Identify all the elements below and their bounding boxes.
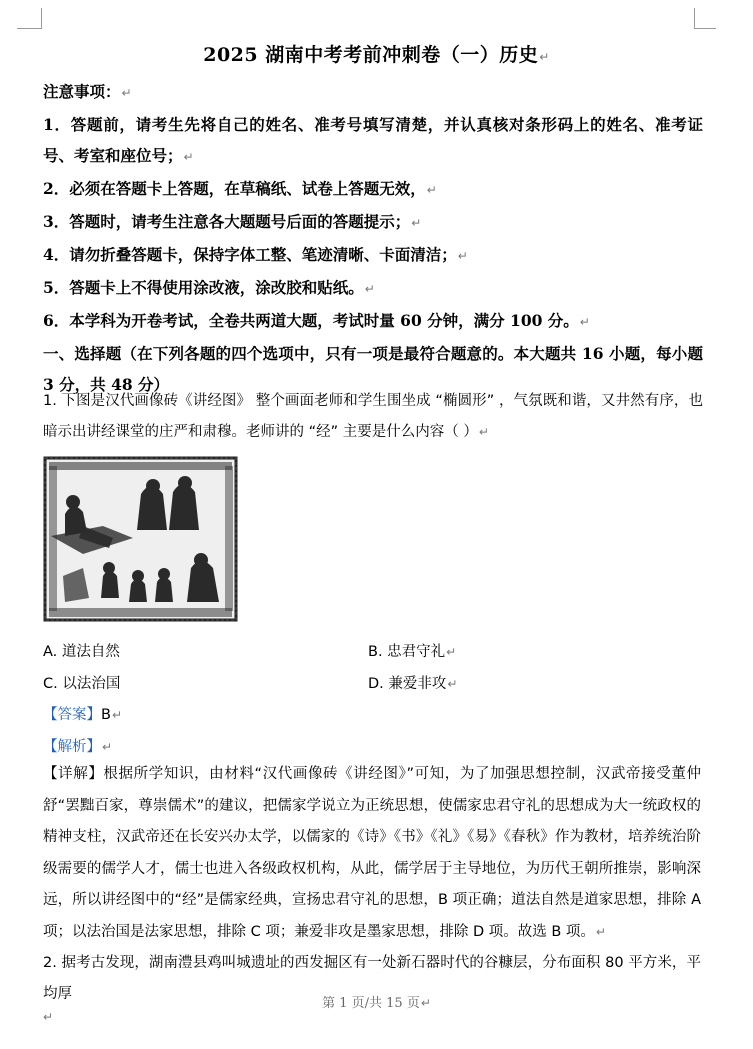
notice-item-4: 4．请勿折叠答题卡，保持字体工整、笔迹清晰、卡面清洁；↵ [43,245,468,264]
answer-line: 【答案】B↵ [43,707,123,723]
notice-item-5: 5．答题卡上不得使用涂改液，涂改胶和贴纸。↵ [43,278,375,297]
question-1-stem: 1. 下图是汉代画像砖《讲经图》 整个画面老师和学生围坐成 “椭圆形” ，气氛既和谐，又井然有序，也暗示出讲经课堂的庄严和肃穆。老师讲的 “经” 主要是什么内容（ ）↵ [43,393,703,440]
notice-item-3: 3．答题时，请考生注意各大题题号后面的答题提示；↵ [43,212,422,231]
question-1-detail: 【详解】根据所学知识，由材料“汉代画像砖《讲经图》”可知，为了加强思想控制，汉武帝接受董仲舒“罢黜百家，尊崇儒术”的建议，把儒家学说立为正统思想，使儒家忠君守礼的思想成为大一统政权的精神支柱，汉武帝还在长安兴办太学，以儒家的《诗》《书》《礼》《易》《春秋》作为教材，培养统治阶级需要的儒学人才，儒士也进入各级政权机构，从此，儒学居于主导地位，为历代王朝所推崇，影响深远，所以讲经图中的“经”是儒家经典，宣扬忠君守礼的思想，B 项正确；道法自然是道家思想，排除 A 项；以法治国是法家思想，排除 C 项；兼爱非攻是墨家思想，排除 D 项。故选 B 项。↵ [43,766,701,940]
notice-heading: 注意事项：↵ [43,82,132,101]
question-2-stem: 2. 据考古发现，湖南澧县鸡叫城遗址的西发掘区有一处新石器时代的谷糠层，分布面积 80 平方米，平均厚 [43,955,701,1002]
section-heading: 一、选择题（在下列各题的四个选项中，只有一项是最符合题意的。本大题共 16 小题，每小题 3 分，共 48 分） [43,344,703,394]
notice-item-6: 6．本学科为开卷考试，全卷共两道大题，考试时量 60 分钟，满分 100 分。↵ [43,311,590,330]
lecture-scene-image [43,456,240,624]
option-b: B. 忠君守礼↵ [368,644,457,660]
analysis-line: 【解析】↵ [43,739,113,755]
option-c: C. 以法治国 [43,676,121,692]
page-title: 2025 湖南中考考前冲刺卷（一）历史↵ [203,44,550,66]
corner-mark-right [694,28,716,29]
notice-section [43,76,703,400]
notice-item-2: 2．必须在答题卡上答题，在草稿纸、试卷上答题无效，↵ [43,179,437,198]
corner-mark-right-vertical [694,8,695,28]
option-a: A. 道法自然 [43,644,120,660]
end-paragraph-mark: ↵ [43,1010,54,1024]
page-footer: 第 1 页/共 15 页↵ [322,996,431,1011]
option-d: D. 兼爱非攻↵ [368,676,458,692]
corner-mark-left-vertical [41,8,42,28]
notice-item-1: 1．答题前，请考生先将自己的姓名、准考号填写清楚，并认真核对条形码上的姓名、准考证号、考室和座位号；↵ [43,115,703,165]
corner-mark-left [17,28,42,29]
